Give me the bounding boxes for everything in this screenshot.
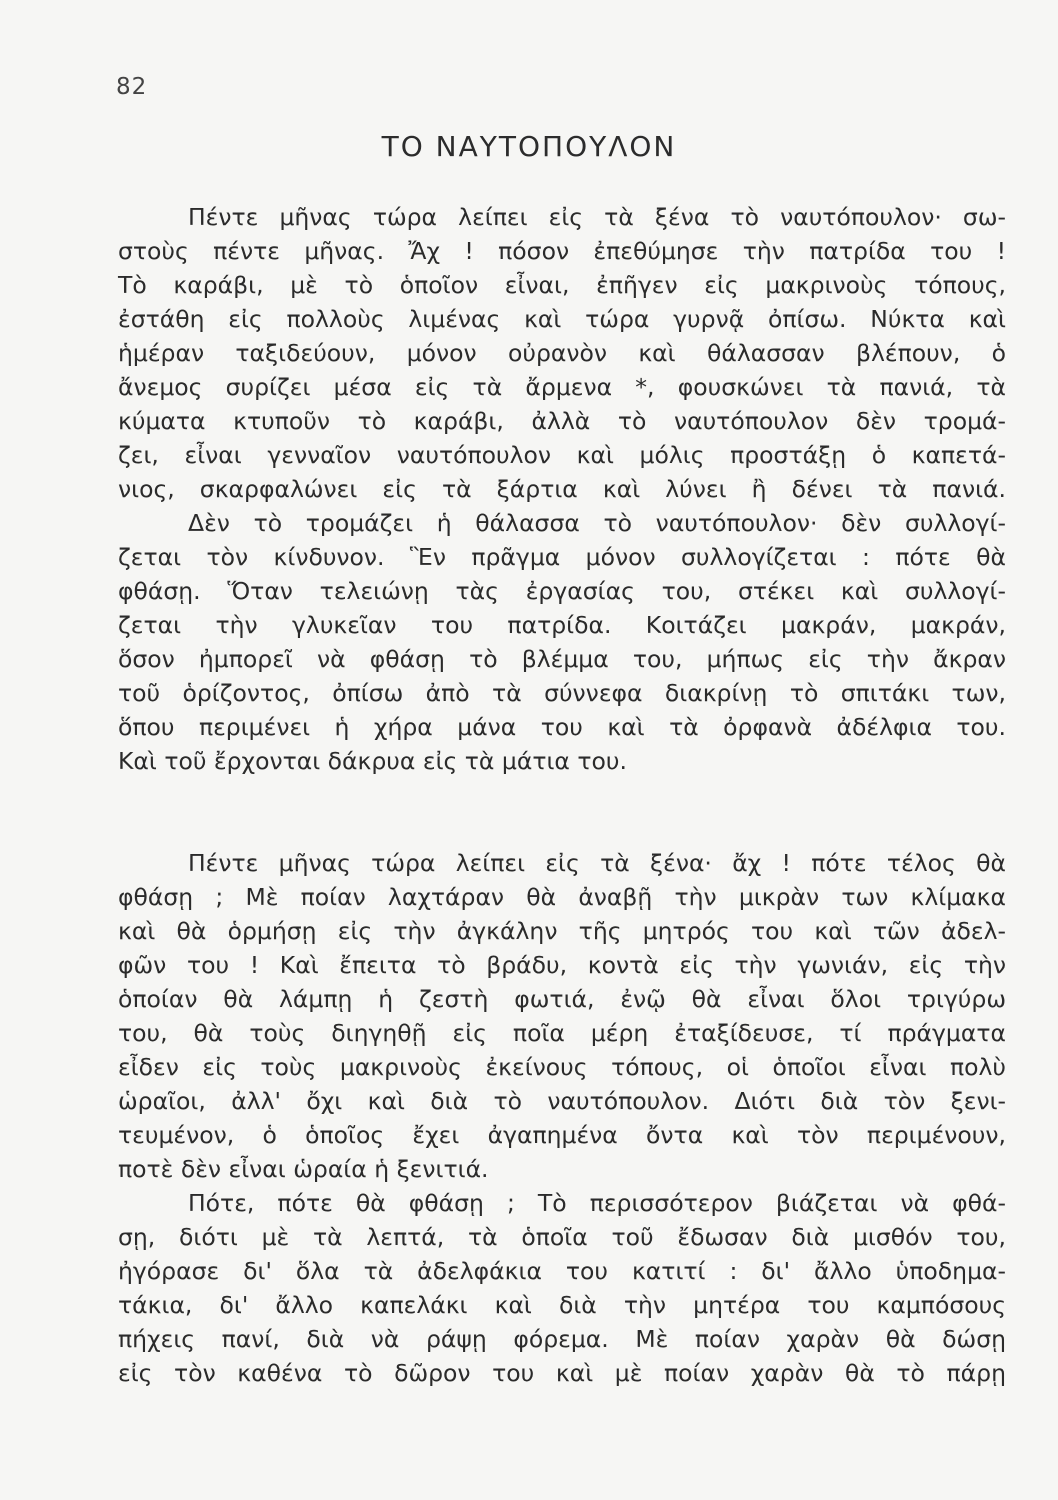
page-number: 82 — [116, 74, 148, 100]
text-section-2 — [118, 846, 1006, 1390]
text-line: Πέντε μῆνας τώρα λείπει εἰς τὰ ξένα τὸ ναυτόπουλον· σω- — [188, 203, 1006, 231]
chapter-title: ΤΟ ΝΑΥΤΟΠΟΥΛΟΝ — [381, 130, 677, 163]
text-line: σῃ, διότι μὲ τὰ λεπτά, τὰ ὁποῖα τοῦ ἔδωσαν διὰ μισθόν του, — [118, 1223, 1006, 1251]
text-line: φῶν του ! Καὶ ἔπειτα τὸ βράδυ, κοντὰ εἰς τὴν γωνιάν, εἰς τὴν — [118, 951, 1006, 979]
text-section-1 — [118, 200, 1006, 778]
text-line: Τὸ καράβι, μὲ τὸ ὁποῖον εἶναι, ἐπῆγεν εἰς μακρινοὺς τόπους, — [118, 271, 1006, 299]
text-line: ὅσον ἠμπορεῖ νὰ φθάσῃ τὸ βλέμμα του, μήπως εἰς τὴν ἄκραν — [118, 645, 1006, 673]
text-line: Δὲν τὸ τρομάζει ἡ θάλασσα τὸ ναυτόπουλον· δὲν συλλογί- — [188, 509, 1006, 537]
text-line: τοῦ ὁρίζοντος, ὀπίσω ἀπὸ τὰ σύννεφα διακρίνῃ τὸ σπιτάκι των, — [118, 679, 1006, 707]
text-line: κύματα κτυποῦν τὸ καράβι, ἀλλὰ τὸ ναυτόπουλον δὲν τρομά- — [118, 407, 1006, 435]
paragraph — [118, 1186, 1006, 1390]
text-line: ἡμέραν ταξιδεύουν, μόνον οὐρανὸν καὶ θάλασσαν βλέπουν, ὁ — [118, 339, 1006, 367]
text-line: ὁποίαν θὰ λάμπῃ ἡ ζεστὴ φωτιά, ἐνῷ θὰ εἶναι ὅλοι τριγύρω — [118, 985, 1006, 1013]
text-line: ζεται τὴν γλυκεῖαν του πατρίδα. Κοιτάζει μακράν, μακράν, — [118, 611, 1006, 639]
text-line: ζει, εἶναι γενναῖον ναυτόπουλον καὶ μόλις προστάξῃ ὁ καπετά- — [118, 441, 1006, 469]
text-line: του, θὰ τοὺς διηγηθῇ εἰς ποῖα μέρη ἐταξίδευσε, τί πράγματα — [118, 1019, 1006, 1047]
text-line: ὡραῖοι, ἀλλ' ὄχι καὶ διὰ τὸ ναυτόπουλον. Διότι διὰ τὸν ξενι- — [118, 1087, 1006, 1115]
text-line: νιος, σκαρφαλώνει εἰς τὰ ξάρτια καὶ λύνει ἢ δένει τὰ πανιά. — [118, 475, 1006, 503]
text-line: ποτὲ δὲν εἶναι ὡραία ἡ ξενιτιά. — [118, 1155, 489, 1183]
text-line: φθάσῃ ; Μὲ ποίαν λαχτάραν θὰ ἀναβῇ τὴν μικρὰν των κλίμακα — [118, 883, 1006, 911]
text-line: φθάσῃ. Ὅταν τελειώνῃ τὰς ἐργασίας του, στέκει καὶ συλλογί- — [118, 577, 1006, 605]
paragraph — [118, 200, 1006, 506]
text-line: τευμένον, ὁ ὁποῖος ἔχει ἀγαπημένα ὄντα καὶ τὸν περιμένουν, — [118, 1121, 1006, 1149]
text-line: εἶδεν εἰς τοὺς μακρινοὺς ἐκείνους τόπους, οἱ ὁποῖοι εἶναι πολὺ — [118, 1053, 1006, 1081]
text-line: ἄνεμος συρίζει μέσα εἰς τὰ ἄρμενα *, φουσκώνει τὰ πανιά, τὰ — [118, 373, 1006, 401]
text-line: καὶ θὰ ὁρμήσῃ εἰς τὴν ἀγκάλην τῆς μητρός του καὶ τῶν ἀδελ- — [118, 917, 1006, 945]
text-line: Πέντε μῆνας τώρα λείπει εἰς τὰ ξένα· ἄχ ! πότε τέλος θὰ — [188, 849, 1006, 877]
text-line: ὅπου περιμένει ἡ χήρα μάνα του καὶ τὰ ὀρφανὰ ἀδέλφια του. — [118, 713, 1006, 741]
text-line: στοὺς πέντε μῆνας. Ἄχ ! πόσον ἐπεθύμησε τὴν πατρίδα του ! — [118, 237, 1006, 265]
text-line: ἠγόρασε δι' ὅλα τὰ ἀδελφάκια του κατιτί : δι' ἄλλο ὑποδημα- — [118, 1257, 1006, 1285]
text-line: εἰς τὸν καθένα τὸ δῶρον του καὶ μὲ ποίαν χαρὰν θὰ τὸ πάρῃ — [118, 1359, 1006, 1387]
text-line: ἐστάθη εἰς πολλοὺς λιμένας καὶ τώρα γυρνᾷ ὀπίσω. Νύκτα καὶ — [118, 305, 1006, 333]
text-line: τάκια, δι' ἄλλο καπελάκι καὶ διὰ τὴν μητέρα του καμπόσους — [118, 1291, 1006, 1319]
text-line: Πότε, πότε θὰ φθάσῃ ; Τὸ περισσότερον βιάζεται νὰ φθά- — [188, 1189, 1006, 1217]
text-line: ζεται τὸν κίνδυνον. Ἓν πρᾶγμα μόνον συλλογίζεται : πότε θὰ — [118, 543, 1006, 571]
paragraph — [118, 846, 1006, 1186]
text-line: πήχεις πανί, διὰ νὰ ράψῃ φόρεμα. Μὲ ποίαν χαρὰν θὰ δώσῃ — [118, 1325, 1006, 1353]
paragraph — [118, 506, 1006, 778]
text-line: Καὶ τοῦ ἔρχονται δάκρυα εἰς τὰ μάτια του. — [118, 747, 627, 775]
